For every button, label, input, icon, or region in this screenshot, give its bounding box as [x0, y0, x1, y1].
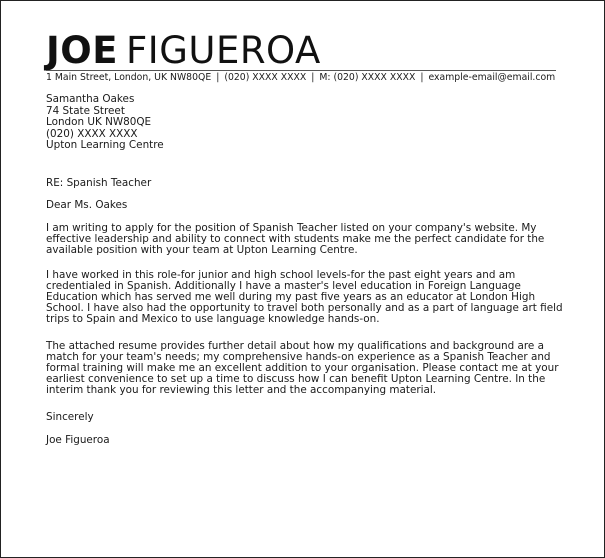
subject-line: RE: Spanish Teacher: [46, 177, 152, 189]
sender-phone: (020) XXXX XXXX: [224, 72, 307, 83]
contact-separator: |: [420, 72, 424, 83]
recipient-city: London UK NW80QE: [46, 116, 152, 128]
sender-name: [46, 31, 321, 71]
sender-mobile: M: (020) XXXX XXXX: [319, 72, 416, 83]
body-paragraph-3: The attached resume provides further detail about how my qualifications and background are a match for your team's needs; my comprehensive hands-on experience as a Spanish Teacher and formal training will make me an excellent addition to your organisation. Please contact me at your earliest convenience to set up a time to discuss how I can benefit Upton Learning Centre. In the interim thank you for reviewing this letter and the accompanying material.: [46, 340, 559, 396]
sender-email: example-email@email.com: [428, 72, 556, 83]
recipient-block: [46, 94, 346, 152]
closing: Sincerely: [46, 411, 94, 423]
recipient-phone: (020) XXXX XXXX: [46, 127, 138, 140]
recipient-street: 74 State Street: [46, 104, 125, 117]
contact-separator: |: [216, 72, 220, 83]
sender-first-name: JOE: [46, 29, 118, 72]
header-divider: [46, 70, 556, 71]
sender-contact-line: [46, 72, 555, 84]
sender-last-name: FIGUEROA: [126, 29, 321, 72]
recipient-organisation: Upton Learning Centre: [46, 139, 164, 151]
body-paragraph-1: I am writing to apply for the position of Spanish Teacher listed on your company's website. My effective leadership and ability to connect with students make me the perfect candidate for the available position with your team at Upton Learning Centre.: [46, 222, 545, 256]
body-paragraph-2: I have worked in this role-for junior and high school levels-for the past eight years and am credentialed in Spanish. Additionally I have a master's level education in Foreign Language Education which has served me well during my past five years as an educator at London High School. I have also had the opportunity to travel both personally and as a part of language art field trips to Spain and Mexico to use language knowledge hands-on.: [46, 269, 563, 325]
recipient-name: Samantha Oakes: [46, 93, 135, 105]
signature-name: Joe Figueroa: [46, 434, 110, 446]
salutation: Dear Ms. Oakes: [46, 199, 128, 211]
sender-address: 1 Main Street, London, UK NW80QE: [46, 72, 212, 83]
contact-separator: |: [311, 72, 315, 83]
